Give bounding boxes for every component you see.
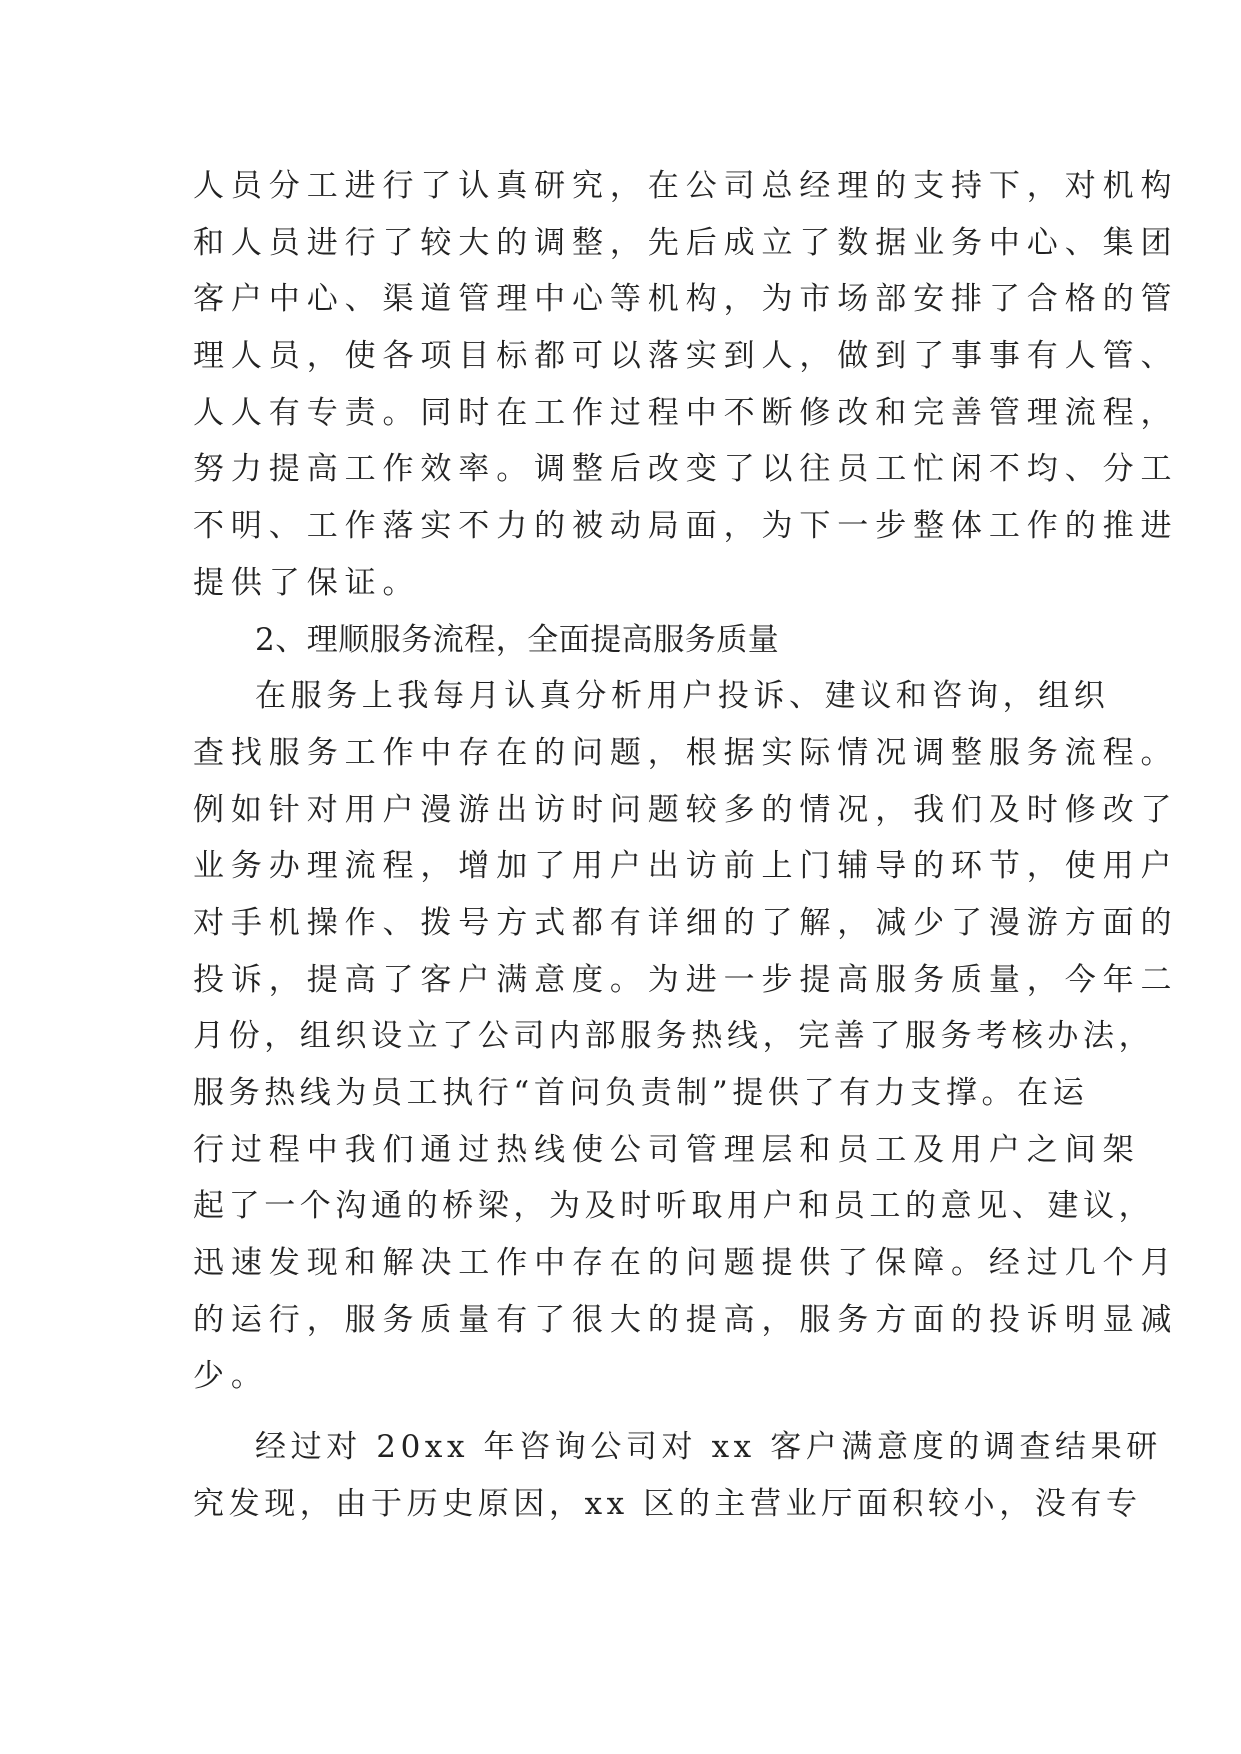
text-line: 投诉，提高了客户满意度。为进一步提高服务质量，今年二	[193, 961, 1179, 998]
text-line: 在服务上我每月认真分析用户投诉、建议和咨询，组织	[255, 678, 1110, 715]
text-line: 不明、工作落实不力的被动局面，为下一步整体工作的推进	[193, 508, 1179, 545]
text-line: 行过程中我们通过热线使公司管理层和员工及用户之间架	[193, 1131, 1141, 1168]
text-line: 迅速发现和解决工作中存在的问题提供了保障。经过几个月	[193, 1245, 1179, 1282]
text-line: 月份，组织设立了公司内部服务热线，完善了服务考核办法，	[193, 1018, 1155, 1055]
body-text	[193, 158, 1179, 1533]
text-line: 的运行，服务质量有了很大的提高，服务方面的投诉明显减	[193, 1301, 1179, 1338]
text-line: 提供了保证。	[193, 564, 421, 601]
text-line: 和人员进行了较大的调整，先后成立了数据业务中心、集团	[193, 224, 1179, 261]
text-line: 客户中心、渠道管理中心等机构，为市场部安排了合格的管	[193, 281, 1179, 318]
text-line: 努力提高工作效率。调整后改变了以往员工忙闲不均、分工	[193, 451, 1179, 488]
text-line: 服务热线为员工执行“首问负责制”提供了有力支撑。在运	[193, 1075, 1089, 1111]
section-heading: 2、理顺服务流程，全面提高服务质量	[255, 621, 780, 658]
text-line: 少。	[193, 1358, 269, 1395]
text-line: 理人员，使各项目标都可以落实到人，做到了事事有人管、	[193, 338, 1179, 375]
text-line: 经过对 20xx 年咨询公司对 xx 客户满意度的调查结果研	[255, 1429, 1162, 1466]
text-line: 例如针对用户漫游出访时问题较多的情况，我们及时修改了	[193, 791, 1179, 828]
text-line: 业务办理流程，增加了用户出访前上门辅导的环节，使用户	[193, 848, 1179, 885]
text-line: 究发现，由于历史原因，xx 区的主营业厅面积较小，没有专	[193, 1485, 1142, 1522]
text-line: 人人有专责。同时在工作过程中不断修改和完善管理流程，	[193, 394, 1179, 431]
text-line: 人员分工进行了认真研究，在公司总经理的支持下，对机构	[193, 168, 1179, 204]
text-line: 对手机操作、拨号方式都有详细的了解，减少了漫游方面的	[193, 904, 1179, 941]
text-line: 起了一个沟通的桥梁，为及时听取用户和员工的意见、建议，	[193, 1188, 1155, 1225]
text-line: 查找服务工作中存在的问题，根据实际情况调整服务流程。	[193, 734, 1179, 771]
